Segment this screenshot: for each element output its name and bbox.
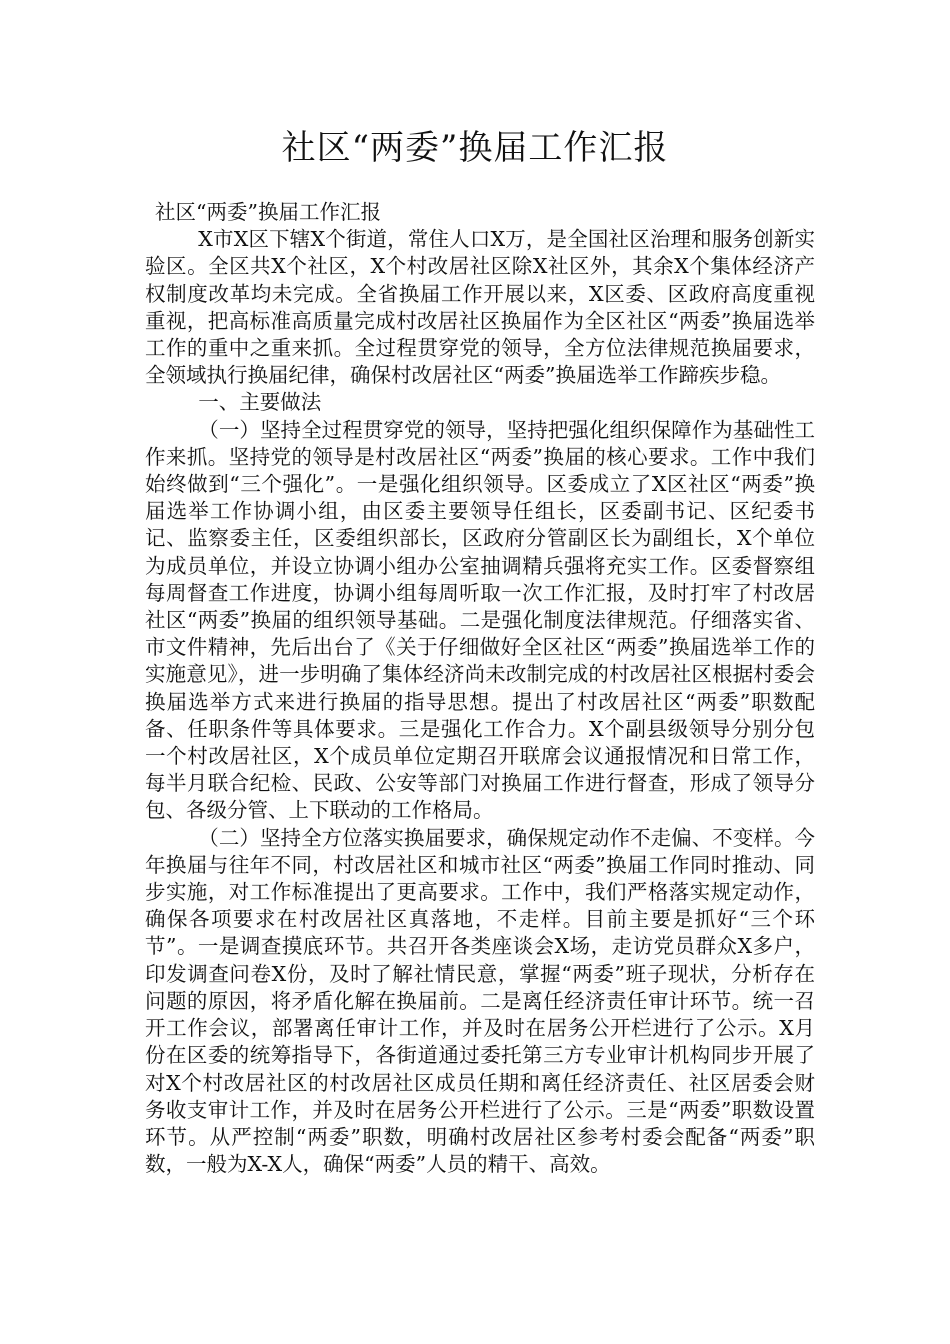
body-paragraph: （二）坚持全方位落实换届要求，确保规定动作不走偏、不变样。今年换届与往年不同，村改居社区和城市社区“两委”换届工作同时推动、同步实施，对工作标准提出了更高要求。工作中，我们严格落实规定动作，确保各项要求在村改居社区真落地，不走样。目前主要是抓好“三个环节”。一是调查摸底环节。共召开各类座谈会X场，走访党员群众X多户，印发调查问卷X份，及时了解社情民意，掌握“两委”班子现状，分析存在问题的原因，将矛盾化解在换届前。二是离任经济责任审计环节。统一召开工作会议，部署离任审计工作，并及时在居务公开栏进行了公示。X月份在区委的统筹指导下，各街道通过委托第三方专业审计机构同步开展了对X个村改居社区的村改居社区成员任期和离任经济责任、社区居委会财务收支审计工作，并及时在居务公开栏进行了公示。三是“两委”职数设置环节。从严控制“两委”职数，明确村改居社区参考村委会配备“两委”职数，一般为X-X人，确保“两委”人员的精干、高效。 xyxy=(145,825,815,1177)
document-subtitle: 社区“两委”换届工作汇报 xyxy=(155,200,381,224)
body-paragraph: （一）坚持全过程贯穿党的领导，坚持把强化组织保障作为基础性工作来抓。坚持党的领导是村改居社区“两委”换届的核心要求。工作中我们始终做到“三个强化”。一是强化组织领导。区委成立了X区社区“两委”换届选举工作协调小组，由区委主要领导任组长，区委副书记、区纪委书记、监察委主任，区委组织部长，区政府分管副区长为副组长，X个单位为成员单位，并设立协调小组办公室抽调精兵强将充实工作。区委督察组每周督查工作进度，协调小组每周听取一次工作汇报，及时打牢了村改居社区“两委”换届的组织领导基础。二是强化制度法律规范。仔细落实省、市文件精神，先后出台了《关于仔细做好全区社区“两委”换届选举工作的实施意见》，进一步明确了集体经济尚未改制完成的村改居社区根据村委会换届选举方式来进行换届的指导思想。提出了村改居社区“两委”职数配备、任职条件等具体要求。三是强化工作合力。X个副县级领导分别分包一个村改居社区，X个成员单位定期召开联席会议通报情况和日常工作，每半月联合纪检、民政、公安等部门对换届工作进行督查，形成了领导分包、各级分管、上下联动的工作格局。 xyxy=(145,417,815,823)
document-body xyxy=(145,199,815,1178)
section-heading: 一、主要做法 xyxy=(198,390,322,415)
document-title: 社区“两委”换届工作汇报 xyxy=(281,128,669,168)
intro-paragraph: X市X区下辖X个街道，常住人口X万，是全国社区治理和服务创新实验区。全区共X个社区，X个村改居社区除X社区外，其余X个集体经济产权制度改革均未完成。全省换届工作开展以来，X区委、区政府高度重视重视，把高标准高质量完成村改居社区换届作为全区社区“两委”换届选举工作的重中之重来抓。全过程贯穿党的领导，全方位法律规范换届要求，全领域执行换届纪律，确保村改居社区“两委”换届选举工作蹄疾步稳。 xyxy=(145,227,815,388)
